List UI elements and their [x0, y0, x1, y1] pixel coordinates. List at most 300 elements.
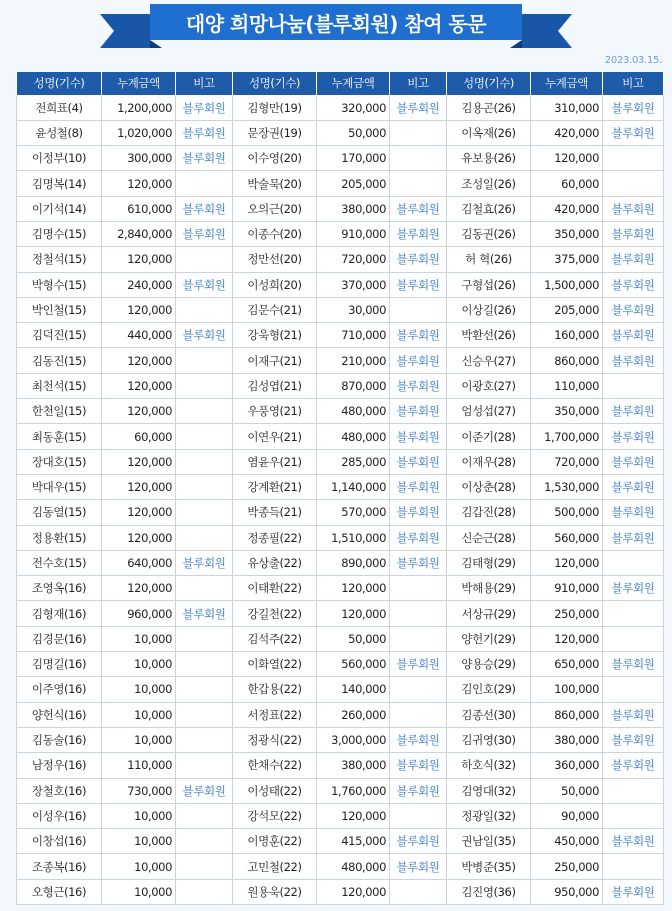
donor-name: 김갑진(28)	[447, 500, 531, 525]
member-note: 블루회원	[390, 196, 447, 221]
donor-amount: 60,000	[102, 424, 176, 449]
donor-name: 김형재(16)	[17, 601, 102, 626]
donor-amount: 960,000	[102, 601, 176, 626]
member-note: 블루회원	[390, 778, 447, 803]
donor-name: 조영옥(16)	[17, 576, 102, 601]
donor-name: 김명복(14)	[17, 171, 102, 196]
member-note: 블루회원	[603, 879, 664, 904]
member-note: 블루회원	[603, 424, 664, 449]
donor-amount: 90,000	[531, 803, 603, 828]
header-amount: 누계금액	[531, 72, 603, 95]
donor-name: 김귀영(30)	[447, 727, 531, 752]
donor-amount: 870,000	[317, 373, 390, 398]
donor-amount: 120,000	[102, 525, 176, 550]
table-row	[17, 753, 664, 778]
donor-name: 서정표(22)	[233, 702, 317, 727]
donor-amount: 300,000	[102, 146, 176, 171]
table-row	[17, 348, 664, 373]
member-note	[603, 373, 664, 398]
member-note	[176, 576, 233, 601]
member-note	[390, 677, 447, 702]
ribbon-right-fold	[510, 40, 522, 48]
member-note: 블루회원	[390, 247, 447, 272]
donor-name: 이상길(26)	[447, 297, 531, 322]
member-note	[176, 753, 233, 778]
donor-name: 박인철(15)	[17, 297, 102, 322]
donor-name: 이창섭(16)	[17, 829, 102, 854]
donor-name: 박술묵(20)	[233, 171, 317, 196]
donor-name: 김종선(30)	[447, 702, 531, 727]
donor-name: 이연우(21)	[233, 424, 317, 449]
donor-amount: 1,020,000	[102, 120, 176, 145]
donor-name: 김형만(19)	[233, 95, 317, 120]
donor-amount: 170,000	[317, 146, 390, 171]
member-note: 블루회원	[603, 95, 664, 120]
donor-name: 한채수(22)	[233, 753, 317, 778]
donor-amount: 950,000	[531, 879, 603, 904]
member-note: 블루회원	[603, 196, 664, 221]
member-note: 블루회원	[390, 474, 447, 499]
donor-name: 양헌기(29)	[447, 626, 531, 651]
member-note: 블루회원	[390, 424, 447, 449]
donor-table	[16, 72, 664, 905]
donor-amount: 205,000	[317, 171, 390, 196]
donor-amount: 320,000	[317, 95, 390, 120]
member-note	[603, 626, 664, 651]
donor-amount: 10,000	[102, 652, 176, 677]
member-note	[176, 829, 233, 854]
member-note: 블루회원	[390, 854, 447, 879]
member-note: 블루회원	[390, 525, 447, 550]
donor-amount: 1,700,000	[531, 424, 603, 449]
table-row	[17, 652, 664, 677]
donor-name: 정광식(22)	[233, 727, 317, 752]
donor-amount: 480,000	[317, 399, 390, 424]
member-note	[176, 854, 233, 879]
donor-name: 이성태(22)	[233, 778, 317, 803]
member-note: 블루회원	[390, 550, 447, 575]
member-note	[176, 525, 233, 550]
member-note: 블루회원	[176, 221, 233, 246]
donor-amount: 120,000	[102, 474, 176, 499]
member-note: 블루회원	[390, 753, 447, 778]
donor-amount: 285,000	[317, 449, 390, 474]
member-note: 블루회원	[390, 652, 447, 677]
donor-amount: 450,000	[531, 829, 603, 854]
donor-amount: 120,000	[317, 601, 390, 626]
donor-amount: 10,000	[102, 829, 176, 854]
donor-name: 김석주(22)	[233, 626, 317, 651]
header-note: 비고	[390, 72, 447, 95]
donor-amount: 730,000	[102, 778, 176, 803]
donor-amount: 650,000	[531, 652, 603, 677]
table-row	[17, 399, 664, 424]
ribbon-left-tail	[100, 14, 150, 48]
donor-name: 양용승(29)	[447, 652, 531, 677]
title-banner	[0, 0, 672, 56]
member-note: 블루회원	[390, 348, 447, 373]
donor-amount: 910,000	[317, 221, 390, 246]
donor-amount: 480,000	[317, 854, 390, 879]
donor-amount: 210,000	[317, 348, 390, 373]
donor-amount: 120,000	[102, 399, 176, 424]
member-note	[603, 803, 664, 828]
donor-name: 박종득(21)	[233, 500, 317, 525]
member-note: 블루회원	[603, 727, 664, 752]
donor-amount: 30,000	[317, 297, 390, 322]
member-note: 블루회원	[603, 576, 664, 601]
member-note: 블루회원	[603, 348, 664, 373]
donor-name: 장대호(15)	[17, 449, 102, 474]
donor-amount: 480,000	[317, 424, 390, 449]
table-row	[17, 601, 664, 626]
member-note	[176, 677, 233, 702]
donor-amount: 205,000	[531, 297, 603, 322]
table-row	[17, 525, 664, 550]
table-row	[17, 803, 664, 828]
member-note: 블루회원	[390, 221, 447, 246]
table-row	[17, 95, 664, 120]
table-row	[17, 373, 664, 398]
member-note	[176, 424, 233, 449]
member-note: 블루회원	[603, 500, 664, 525]
member-note: 블루회원	[603, 221, 664, 246]
donor-name: 김동진(15)	[17, 348, 102, 373]
table-row	[17, 424, 664, 449]
donor-amount: 1,200,000	[102, 95, 176, 120]
donor-name: 김태형(29)	[447, 550, 531, 575]
member-note: 블루회원	[176, 120, 233, 145]
table-row	[17, 500, 664, 525]
donor-name: 유상출(22)	[233, 550, 317, 575]
member-note	[176, 373, 233, 398]
member-note: 블루회원	[603, 753, 664, 778]
donor-name: 김동술(16)	[17, 727, 102, 752]
member-note	[176, 171, 233, 196]
donor-amount: 380,000	[317, 753, 390, 778]
donor-amount: 910,000	[531, 576, 603, 601]
donor-amount: 120,000	[102, 348, 176, 373]
donor-name: 이성우(16)	[17, 803, 102, 828]
member-note: 블루회원	[176, 196, 233, 221]
donor-name: 김영대(32)	[447, 778, 531, 803]
page-title: 대양 희망나눔(블루회원) 참여 동문	[185, 11, 487, 36]
header-note: 비고	[176, 72, 233, 95]
donor-amount: 310,000	[531, 95, 603, 120]
donor-name: 신순근(28)	[447, 525, 531, 550]
donor-name: 장철호(16)	[17, 778, 102, 803]
donor-amount: 560,000	[317, 652, 390, 677]
donor-amount: 1,530,000	[531, 474, 603, 499]
donor-name: 서상규(29)	[447, 601, 531, 626]
ribbon-left-fold	[150, 40, 162, 48]
donor-name: 이재우(28)	[447, 449, 531, 474]
donor-name: 김문수(21)	[233, 297, 317, 322]
member-note: 블루회원	[603, 525, 664, 550]
table-row	[17, 171, 664, 196]
donor-amount: 890,000	[317, 550, 390, 575]
donor-amount: 120,000	[317, 576, 390, 601]
table-row	[17, 474, 664, 499]
donor-amount: 1,500,000	[531, 272, 603, 297]
donor-amount: 440,000	[102, 323, 176, 348]
member-note: 블루회원	[603, 702, 664, 727]
donor-name: 한갑용(22)	[233, 677, 317, 702]
donor-name: 전희표(4)	[17, 95, 102, 120]
donor-name: 강욱형(21)	[233, 323, 317, 348]
donor-name: 김동열(15)	[17, 500, 102, 525]
donor-name: 박해용(29)	[447, 576, 531, 601]
member-note	[390, 601, 447, 626]
donor-amount: 415,000	[317, 829, 390, 854]
donor-name: 이주영(16)	[17, 677, 102, 702]
donor-amount: 260,000	[317, 702, 390, 727]
donor-name: 김철효(26)	[447, 196, 531, 221]
donor-name: 신승우(27)	[447, 348, 531, 373]
table-row	[17, 323, 664, 348]
donor-name: 이재구(21)	[233, 348, 317, 373]
donor-name: 이정부(10)	[17, 146, 102, 171]
donor-amount: 350,000	[531, 221, 603, 246]
donor-name: 김진영(36)	[447, 879, 531, 904]
donor-name: 이옥재(26)	[447, 120, 531, 145]
member-note	[176, 247, 233, 272]
donor-name: 조종복(16)	[17, 854, 102, 879]
donor-amount: 120,000	[102, 449, 176, 474]
donor-amount: 570,000	[317, 500, 390, 525]
donor-amount: 50,000	[531, 778, 603, 803]
member-note	[176, 449, 233, 474]
donor-amount: 120,000	[102, 171, 176, 196]
member-note: 블루회원	[390, 95, 447, 120]
donor-name: 원용욱(22)	[233, 879, 317, 904]
table-row	[17, 449, 664, 474]
member-note: 블루회원	[603, 829, 664, 854]
donor-amount: 10,000	[102, 879, 176, 904]
member-note: 블루회원	[603, 474, 664, 499]
donor-amount: 10,000	[102, 702, 176, 727]
donor-amount: 160,000	[531, 323, 603, 348]
donor-name: 정종필(22)	[233, 525, 317, 550]
donor-amount: 120,000	[317, 803, 390, 828]
donor-amount: 610,000	[102, 196, 176, 221]
donor-amount: 380,000	[317, 196, 390, 221]
donor-amount: 120,000	[102, 297, 176, 322]
donor-name: 전수호(15)	[17, 550, 102, 575]
donor-name: 정만선(20)	[233, 247, 317, 272]
donor-name: 윤성철(8)	[17, 120, 102, 145]
donor-name: 김동권(26)	[447, 221, 531, 246]
table-row	[17, 120, 664, 145]
member-note: 블루회원	[603, 297, 664, 322]
donor-amount: 120,000	[102, 576, 176, 601]
donor-name: 이기석(14)	[17, 196, 102, 221]
member-note: 블루회원	[603, 247, 664, 272]
member-note: 블루회원	[390, 399, 447, 424]
member-note	[176, 500, 233, 525]
member-note	[603, 550, 664, 575]
table-row	[17, 196, 664, 221]
donor-amount: 3,000,000	[317, 727, 390, 752]
donor-amount: 50,000	[317, 626, 390, 651]
donor-amount: 380,000	[531, 727, 603, 752]
donor-amount: 140,000	[317, 677, 390, 702]
table-header-row	[17, 72, 664, 95]
donor-name: 이상춘(28)	[447, 474, 531, 499]
header-amount: 누계금액	[102, 72, 176, 95]
donor-amount: 120,000	[317, 879, 390, 904]
donor-name: 김명길(16)	[17, 652, 102, 677]
member-note	[390, 626, 447, 651]
donor-name: 이준기(28)	[447, 424, 531, 449]
member-note	[176, 727, 233, 752]
member-note	[176, 702, 233, 727]
member-note	[603, 854, 664, 879]
donor-amount: 1,140,000	[317, 474, 390, 499]
header-amount: 누계금액	[317, 72, 390, 95]
donor-amount: 240,000	[102, 272, 176, 297]
table-row	[17, 576, 664, 601]
member-note: 블루회원	[603, 120, 664, 145]
member-note: 블루회원	[176, 146, 233, 171]
donor-name: 강길천(22)	[233, 601, 317, 626]
donor-amount: 860,000	[531, 348, 603, 373]
donor-amount: 120,000	[531, 550, 603, 575]
table-row	[17, 702, 664, 727]
donor-amount: 120,000	[531, 626, 603, 651]
donor-name: 김경문(16)	[17, 626, 102, 651]
donor-name: 김명수(15)	[17, 221, 102, 246]
donor-name: 이성희(20)	[233, 272, 317, 297]
donor-name: 양헌식(16)	[17, 702, 102, 727]
table-row	[17, 854, 664, 879]
member-note	[390, 120, 447, 145]
member-note	[176, 297, 233, 322]
member-note	[390, 171, 447, 196]
donor-name: 강계환(21)	[233, 474, 317, 499]
member-note: 블루회원	[390, 500, 447, 525]
table-row	[17, 727, 664, 752]
member-note: 블루회원	[390, 373, 447, 398]
member-note	[603, 677, 664, 702]
member-note	[176, 652, 233, 677]
donor-amount: 120,000	[531, 146, 603, 171]
table-row	[17, 626, 664, 651]
donor-amount: 420,000	[531, 120, 603, 145]
donor-name: 이광호(27)	[447, 373, 531, 398]
member-note: 블루회원	[390, 323, 447, 348]
donor-amount: 1,510,000	[317, 525, 390, 550]
member-note	[176, 803, 233, 828]
member-note	[390, 803, 447, 828]
donor-amount: 350,000	[531, 399, 603, 424]
member-note	[603, 601, 664, 626]
donor-amount: 250,000	[531, 854, 603, 879]
table-row	[17, 778, 664, 803]
donor-name: 최동훈(15)	[17, 424, 102, 449]
member-note: 블루회원	[176, 272, 233, 297]
donor-name: 우풍영(21)	[233, 399, 317, 424]
donor-amount: 710,000	[317, 323, 390, 348]
donor-amount: 360,000	[531, 753, 603, 778]
table-row	[17, 829, 664, 854]
donor-amount: 250,000	[531, 601, 603, 626]
table-row	[17, 297, 664, 322]
donor-amount: 120,000	[102, 247, 176, 272]
member-note: 블루회원	[603, 272, 664, 297]
donor-name: 이수영(20)	[233, 146, 317, 171]
donor-name: 박환선(26)	[447, 323, 531, 348]
donor-amount: 110,000	[102, 753, 176, 778]
member-note	[390, 146, 447, 171]
member-note: 블루회원	[176, 550, 233, 575]
member-note	[390, 576, 447, 601]
donor-name: 오의근(20)	[233, 196, 317, 221]
donor-amount: 10,000	[102, 854, 176, 879]
donor-name: 구형섭(26)	[447, 272, 531, 297]
donor-amount: 720,000	[531, 449, 603, 474]
donor-name: 최천석(15)	[17, 373, 102, 398]
member-note	[390, 879, 447, 904]
donor-amount: 50,000	[317, 120, 390, 145]
member-note: 블루회원	[603, 399, 664, 424]
member-note: 블루회원	[176, 778, 233, 803]
member-note	[176, 626, 233, 651]
donor-name: 남정우(16)	[17, 753, 102, 778]
donor-name: 한천일(15)	[17, 399, 102, 424]
donor-name: 조성일(26)	[447, 171, 531, 196]
donor-name: 유보용(26)	[447, 146, 531, 171]
donor-name: 강석모(22)	[233, 803, 317, 828]
donor-name: 권남일(35)	[447, 829, 531, 854]
member-note: 블루회원	[176, 95, 233, 120]
donor-name: 문장권(19)	[233, 120, 317, 145]
table-row	[17, 146, 664, 171]
table-row	[17, 247, 664, 272]
donor-amount: 10,000	[102, 677, 176, 702]
member-note: 블루회원	[390, 272, 447, 297]
table-row	[17, 272, 664, 297]
member-note	[176, 348, 233, 373]
donor-name: 오형근(16)	[17, 879, 102, 904]
donor-amount: 60,000	[531, 171, 603, 196]
donor-name: 엄성섭(27)	[447, 399, 531, 424]
member-note	[176, 879, 233, 904]
donor-amount: 2,840,000	[102, 221, 176, 246]
member-note: 블루회원	[176, 323, 233, 348]
donor-name: 허 혁(26)	[447, 247, 531, 272]
post-date: 2023.03.15.	[604, 55, 662, 66]
donor-amount: 100,000	[531, 677, 603, 702]
donor-name: 김인호(29)	[447, 677, 531, 702]
donor-amount: 370,000	[317, 272, 390, 297]
header-name: 성명(기수)	[233, 72, 317, 95]
donor-name: 염윤우(21)	[233, 449, 317, 474]
member-note	[390, 702, 447, 727]
member-note: 블루회원	[603, 449, 664, 474]
table-row	[17, 879, 664, 904]
member-note	[603, 146, 664, 171]
ribbon-right-tail	[522, 14, 572, 48]
donor-name: 김덕진(15)	[17, 323, 102, 348]
donor-amount: 110,000	[531, 373, 603, 398]
donor-name: 박형수(15)	[17, 272, 102, 297]
donor-name: 하호식(32)	[447, 753, 531, 778]
donor-name: 김용곤(26)	[447, 95, 531, 120]
donor-name: 이종수(20)	[233, 221, 317, 246]
member-note: 블루회원	[390, 829, 447, 854]
member-note: 블루회원	[176, 601, 233, 626]
